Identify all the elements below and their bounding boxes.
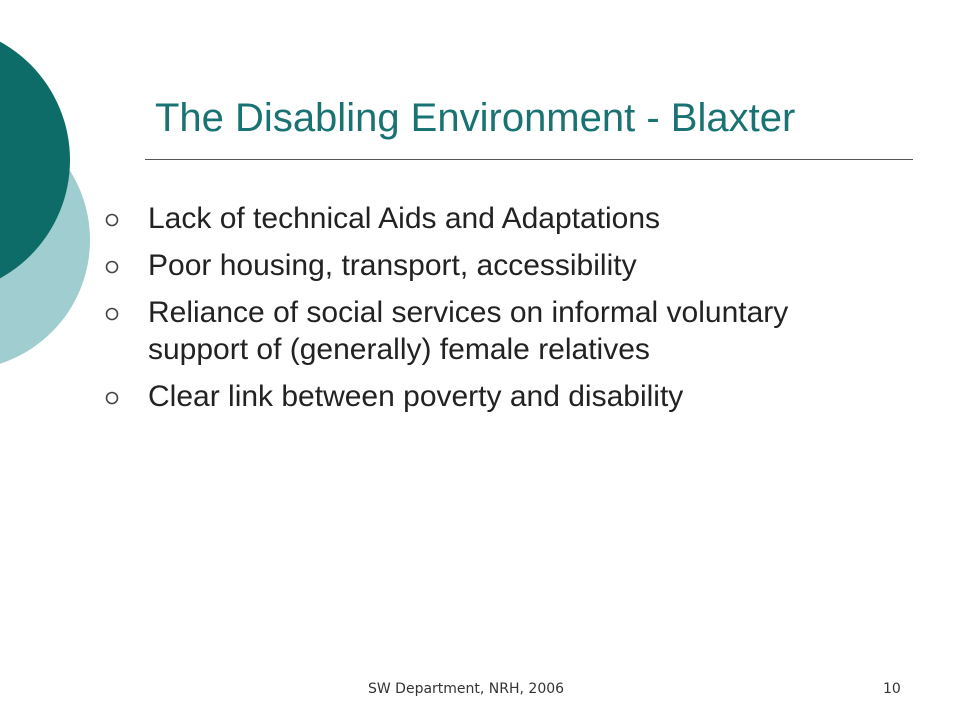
page-number: 10 [883, 681, 901, 697]
decorative-circles [0, 0, 120, 400]
bullet-text: Clear link between poverty and disability [148, 380, 684, 413]
hollow-circle-icon [105, 213, 119, 227]
hollow-circle-icon [105, 260, 119, 274]
bullet-list [105, 200, 895, 425]
bullet-item [105, 294, 895, 368]
bullet-item [105, 378, 895, 415]
bullet-text: Reliance of social services on informal voluntary support of (generally) female relatives [148, 296, 789, 366]
slide-title: The Disabling Environment - Blaxter [155, 96, 796, 140]
footer-text: SW Department, NRH, 2006 [368, 681, 565, 697]
title-divider [145, 159, 913, 160]
hollow-circle-icon [105, 391, 119, 405]
bullet-text: Lack of technical Aids and Adaptations [148, 202, 661, 235]
hollow-circle-icon [105, 307, 119, 321]
bullet-item [105, 200, 895, 237]
bullet-item [105, 247, 895, 284]
bullet-text: Poor housing, transport, accessibility [148, 249, 637, 282]
